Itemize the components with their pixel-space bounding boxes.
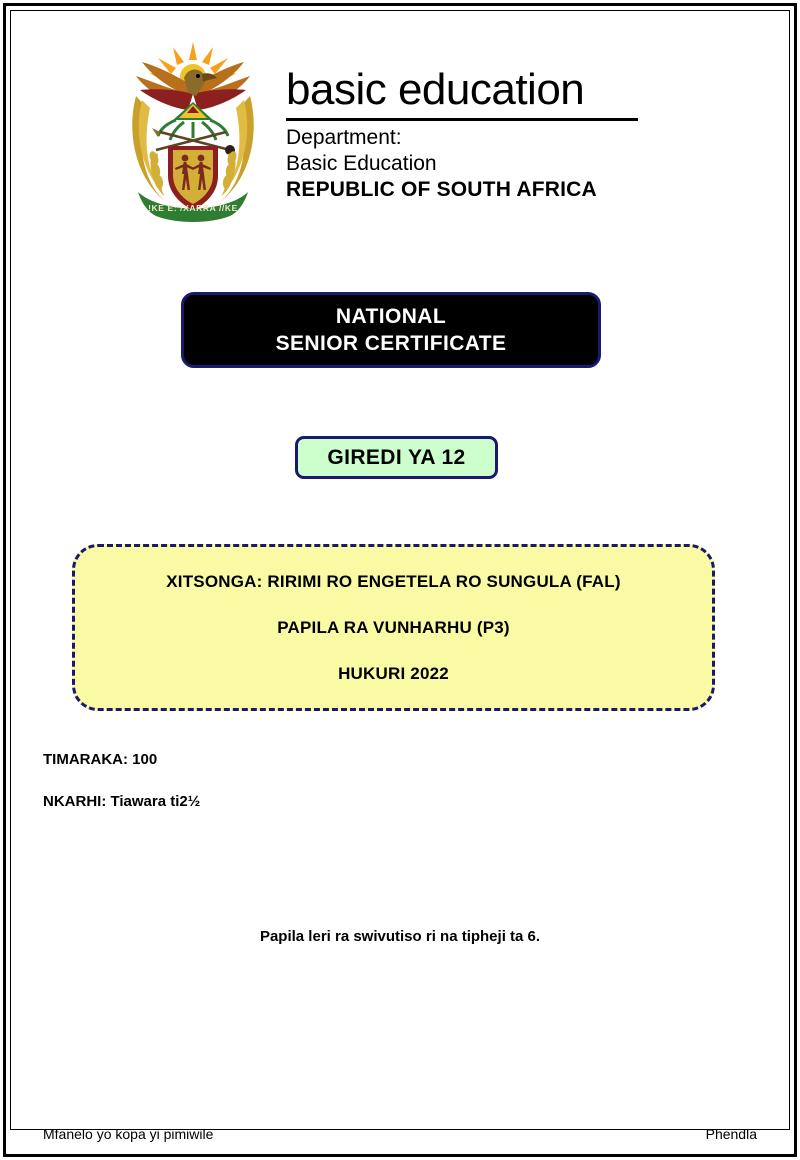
page-count-notice: Papila leri ra swivutiso ri na tipheji ta 6.	[259, 928, 541, 945]
masthead	[118, 34, 638, 226]
certificate-banner-line-2: SENIOR CERTIFICATE	[275, 332, 507, 355]
country-line: REPUBLIC OF SOUTH AFRICA	[286, 178, 597, 201]
logo-text-block	[286, 34, 638, 203]
time-line: NKARHI: Tiawara ti2½	[43, 793, 201, 810]
footer-copyright: Mfanelo yo kopa yi pimiwile	[43, 1126, 214, 1142]
south-african-coat-of-arms-icon	[118, 34, 268, 226]
grade-badge-label: GIREDI YA 12	[327, 445, 466, 469]
subject-paper: PAPILA RA VUNHARHU (P3)	[277, 617, 510, 637]
coat-of-arms-motto: !KE E: /XARRA //KE	[148, 203, 238, 213]
marks-line: TIMARAKA: 100	[43, 751, 158, 768]
footer-turn-over: Phendla	[705, 1126, 757, 1142]
grade-badge	[295, 436, 498, 479]
certificate-banner-line-1: NATIONAL	[335, 305, 447, 328]
logo-underline-rule	[286, 118, 638, 121]
logo-wordmark: basic education	[286, 65, 585, 114]
department-line-2: Basic Education	[286, 152, 437, 175]
subject-year: HUKURI 2022	[338, 663, 449, 683]
department-line-1: Department:	[286, 126, 402, 149]
footer	[43, 1126, 757, 1142]
subject-title: XITSONGA: RIRIMI RO ENGETELA RO SUNGULA (FAL)	[166, 571, 621, 591]
certificate-banner	[181, 292, 601, 368]
subject-panel	[72, 544, 715, 711]
exam-meta	[43, 750, 200, 812]
